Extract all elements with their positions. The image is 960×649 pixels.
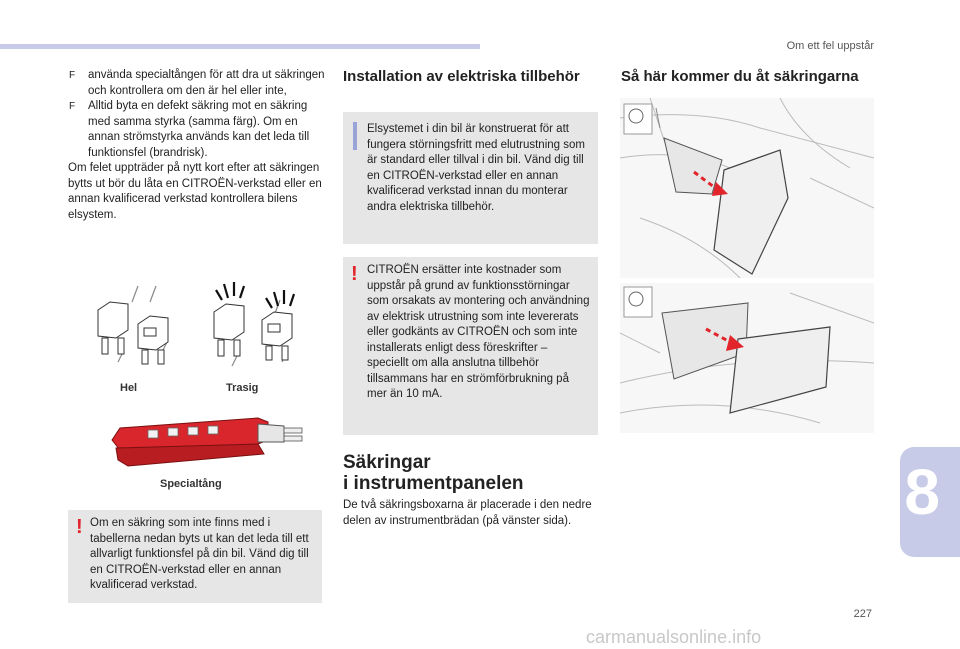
warning-text: Om en säkring som inte finns med i tabellerna nedan byts ut kan det leda till ett allvarligt funktionsfel på din bil. Vänd dig till en CITROËN-verkstad eller en annan kvalificerad verkstad. [90, 517, 309, 591]
left-column-text [68, 68, 328, 223]
section-title: Installation av elektriska tillbehör [343, 68, 580, 85]
info-text: Elsystemet i din bil är konstruerat för att fungera störningsfritt med elutrustning som är standard eller tillval i din bil. Vänd dig till en CITROËN-verkstad eller en annan kvalificerad verkstad innan du monterar andra elektriska tillbehör. [367, 123, 585, 213]
fuse-puller-illustration [108, 410, 308, 470]
caption-trasig: Trasig [226, 382, 259, 394]
dashboard-illustration [620, 98, 874, 278]
paragraph: Om felet uppträder på nytt kort efter att säkringen bytts ut bör du låta en CITROËN-verkstad eller en annan kvalificerad verkstad kontrollera bilens elsystem. [68, 162, 322, 221]
fuse-drawing [88, 280, 318, 380]
page-number: 227 [853, 608, 872, 620]
warning-icon: ! [351, 263, 358, 285]
bullet-marker: F [69, 70, 76, 81]
fuse-puller-drawing [108, 410, 308, 470]
warning-box [68, 510, 322, 603]
warning-icon: ! [76, 516, 83, 538]
header-accent-bar [0, 44, 480, 49]
chapter-number: 8 [904, 456, 940, 528]
warning-box [343, 257, 598, 435]
fuse-illustrations [88, 280, 318, 390]
warning-text: CITROËN ersätter inte kostnader som uppstår på grund av funktionsstörningar som orsakats av montering och användning av elektrisk utrustning som inte levererats eller godkänts av CITROËN och som inte installerats enligt dess föreskrifter – speciellt om alla anslutna tillbehör tillsammans har en strömförbrukning på mer än 10 mA. [367, 264, 590, 400]
bullet-text: Alltid byta en defekt säkring mot en säkring med samma styrka (samma färg). Om en annan strömstyrka används kan det leda till funktionsfel (brandrisk). [88, 100, 310, 159]
section-title: Så här kommer du åt säkringarna [621, 68, 859, 85]
body-text: De två säkringsboxarna är placerade i den nedre delen av instrumentbrädan (på vänster sida). [343, 499, 592, 527]
info-icon [353, 122, 357, 150]
watermark: carmanualsonline.info [586, 627, 762, 647]
caption-specialtang: Specialtång [160, 478, 222, 490]
page-heading [343, 452, 524, 494]
caption-hel: Hel [120, 382, 138, 394]
bullet-text: använda specialtången för att dra ut säkringen och kontrollera om den är hel eller inte, [88, 69, 325, 97]
bullet-marker: F [69, 101, 76, 112]
section-header: Om ett fel uppstår [786, 40, 874, 52]
bullet-item [68, 68, 328, 99]
heading-line: Säkringar [343, 452, 431, 473]
dashboard-photo-upper [620, 98, 874, 278]
dashboard-photo-lower [620, 283, 874, 433]
dashboard-illustration [620, 283, 874, 433]
info-box [343, 112, 598, 244]
bullet-item [68, 99, 328, 161]
heading-line: i instrumentpanelen [343, 473, 524, 494]
